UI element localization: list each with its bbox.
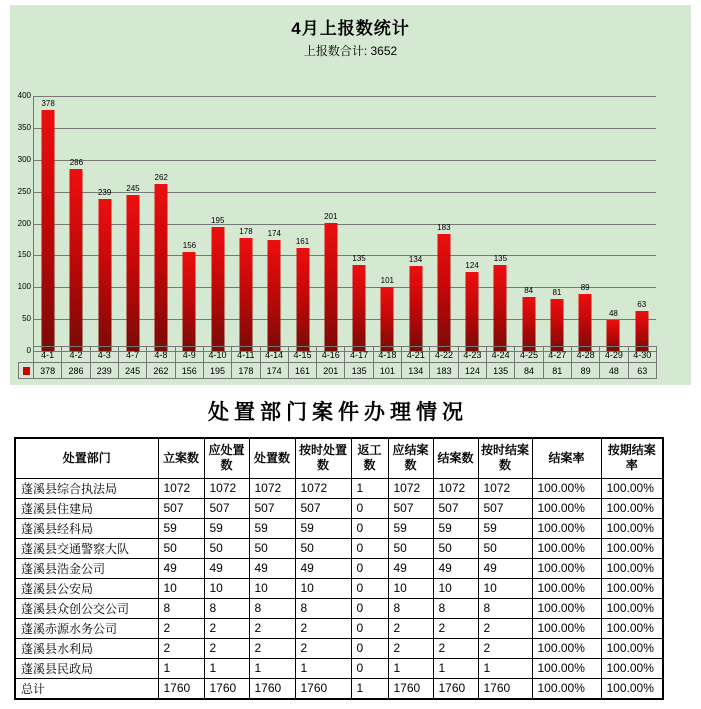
table-cell: 10 xyxy=(204,578,249,598)
table-cell: 2 xyxy=(295,618,351,638)
table-cell: 100.00% xyxy=(532,678,601,699)
category-cell: 4-11 xyxy=(231,346,260,363)
table-cell: 0 xyxy=(351,598,388,618)
table-row xyxy=(15,578,663,598)
table-cell: 100.00% xyxy=(601,538,663,558)
bar-value-label: 63 xyxy=(637,299,647,309)
category-cell: 4-8 xyxy=(146,346,175,363)
table-cell: 2 xyxy=(158,618,204,638)
bar xyxy=(155,184,168,351)
table-header-cell: 应结案数 xyxy=(388,438,433,478)
report-chart-panel xyxy=(10,5,691,385)
table-header-cell: 返工数 xyxy=(351,438,388,478)
category-cell: 4-1 xyxy=(33,346,62,363)
table-cell: 59 xyxy=(158,518,204,538)
bar-column xyxy=(204,96,232,351)
bar-value-label: 135 xyxy=(493,253,508,263)
table-row xyxy=(15,618,663,638)
table-cell: 1 xyxy=(204,658,249,678)
table-header-cell: 处置部门 xyxy=(15,438,158,478)
table-header-cell: 结案率 xyxy=(532,438,601,478)
category-cell: 4-27 xyxy=(543,346,572,363)
table-cell: 49 xyxy=(388,558,433,578)
bar-value-label: 124 xyxy=(465,260,479,270)
y-tick-label: 0 xyxy=(26,346,31,355)
category-cell: 4-23 xyxy=(458,346,487,363)
table-cell: 59 xyxy=(249,518,295,538)
bar xyxy=(324,223,337,351)
bar-column xyxy=(147,96,175,351)
table-row xyxy=(15,518,663,538)
bar-value-label: 245 xyxy=(126,183,140,193)
case-handling-table xyxy=(14,437,664,700)
value-cell: 48 xyxy=(599,362,628,379)
table-cell: 100.00% xyxy=(601,498,663,518)
bar-column xyxy=(91,96,119,351)
value-cell: 201 xyxy=(316,362,345,379)
table-header-cell: 结案数 xyxy=(433,438,478,478)
table-cell: 507 xyxy=(388,498,433,518)
value-cell: 174 xyxy=(260,362,289,379)
bar xyxy=(579,294,592,351)
table-cell: 蓬溪赤源水务公司 xyxy=(15,618,158,638)
bar-column xyxy=(599,96,627,351)
table-cell: 100.00% xyxy=(601,638,663,658)
table-cell: 1760 xyxy=(388,678,433,699)
category-cell: 4-16 xyxy=(316,346,345,363)
category-cell: 4-28 xyxy=(571,346,600,363)
bar xyxy=(466,272,479,351)
table-cell: 1 xyxy=(295,658,351,678)
bar-value-label: 48 xyxy=(608,309,618,319)
table-cell: 10 xyxy=(295,578,351,598)
bar-column xyxy=(119,96,147,351)
table-cell: 0 xyxy=(351,638,388,658)
table-cell: 蓬溪县公安局 xyxy=(15,578,158,598)
table-cell: 100.00% xyxy=(601,558,663,578)
value-cell: 262 xyxy=(146,362,175,379)
table-cell: 0 xyxy=(351,498,388,518)
value-cell: 135 xyxy=(344,362,373,379)
category-cell: 4-7 xyxy=(118,346,147,363)
table-cell: 8 xyxy=(158,598,204,618)
table-cell: 59 xyxy=(204,518,249,538)
chart-title: 4月上报数统计 xyxy=(291,19,410,38)
table-cell: 50 xyxy=(204,538,249,558)
value-cell: 245 xyxy=(118,362,147,379)
table-cell: 8 xyxy=(204,598,249,618)
table-cell: 100.00% xyxy=(532,658,601,678)
table-cell: 49 xyxy=(295,558,351,578)
table-cell: 1 xyxy=(249,658,295,678)
table-cell: 50 xyxy=(433,538,478,558)
table-cell: 1760 xyxy=(249,678,295,699)
bar-column xyxy=(317,96,345,351)
bar xyxy=(353,265,366,351)
table-header-cell: 按时结案数 xyxy=(478,438,532,478)
bar xyxy=(183,252,196,351)
bar xyxy=(211,227,224,351)
table-cell: 100.00% xyxy=(601,658,663,678)
table-cell: 8 xyxy=(433,598,478,618)
category-cell: 4-18 xyxy=(373,346,402,363)
table-cell: 1 xyxy=(388,658,433,678)
table-cell: 2 xyxy=(295,638,351,658)
table-header-cell: 应处置数 xyxy=(204,438,249,478)
table-cell: 100.00% xyxy=(601,598,663,618)
table-cell: 100.00% xyxy=(601,478,663,498)
table-cell: 1 xyxy=(158,658,204,678)
bar-value-label: 161 xyxy=(295,237,310,247)
bar xyxy=(296,248,309,351)
table-cell: 1760 xyxy=(158,678,204,699)
table-cell: 50 xyxy=(249,538,295,558)
chart-subtitle: 上报数合计: 3652 xyxy=(303,44,398,58)
bar-value-label: 286 xyxy=(69,157,84,167)
value-label-row xyxy=(18,362,657,379)
bar xyxy=(126,195,139,351)
category-cell: 4-25 xyxy=(514,346,543,363)
table-cell: 10 xyxy=(249,578,295,598)
bar-value-label: 84 xyxy=(524,286,534,296)
chart-axis-table xyxy=(18,346,657,379)
table-cell: 100.00% xyxy=(532,618,601,638)
value-cell: 195 xyxy=(203,362,232,379)
table-cell: 507 xyxy=(204,498,249,518)
table-cell: 100.00% xyxy=(532,498,601,518)
table-cell: 59 xyxy=(478,518,532,538)
table-cell: 0 xyxy=(351,518,388,538)
table-cell: 100.00% xyxy=(532,478,601,498)
table-header-cell: 立案数 xyxy=(158,438,204,478)
table-cell: 10 xyxy=(158,578,204,598)
table-cell: 2 xyxy=(249,618,295,638)
table-cell: 1760 xyxy=(433,678,478,699)
table-cell: 2 xyxy=(478,638,532,658)
bar xyxy=(239,238,252,351)
value-cell: 239 xyxy=(90,362,119,379)
category-cell: 4-10 xyxy=(203,346,232,363)
table-cell: 100.00% xyxy=(601,518,663,538)
category-label-row xyxy=(33,346,657,363)
table-cell: 0 xyxy=(351,578,388,598)
series-legend-swatch-icon xyxy=(23,367,30,375)
table-cell: 0 xyxy=(351,538,388,558)
table-cell: 0 xyxy=(351,658,388,678)
table-title: 处置部门案件办理情况 xyxy=(208,400,468,424)
table-header-row xyxy=(15,438,663,478)
bar xyxy=(268,240,281,351)
table-cell: 8 xyxy=(388,598,433,618)
table-cell: 49 xyxy=(249,558,295,578)
y-tick-label: 100 xyxy=(17,282,31,292)
table-cell: 蓬溪县民政局 xyxy=(15,658,158,678)
table-cell: 1 xyxy=(351,678,388,699)
table-cell: 2 xyxy=(204,618,249,638)
value-cell: 124 xyxy=(458,362,487,379)
value-cell: 81 xyxy=(543,362,572,379)
table-cell: 100.00% xyxy=(532,598,601,618)
category-cell: 4-14 xyxy=(260,346,289,363)
table-cell: 507 xyxy=(433,498,478,518)
bar xyxy=(409,266,422,351)
table-cell: 59 xyxy=(295,518,351,538)
category-cell: 4-15 xyxy=(288,346,317,363)
value-cell: 286 xyxy=(61,362,90,379)
table-cell: 1072 xyxy=(478,478,532,498)
bar-column xyxy=(458,96,486,351)
table-cell: 49 xyxy=(478,558,532,578)
table-cell: 蓬溪县住建局 xyxy=(15,498,158,518)
category-cell: 4-3 xyxy=(90,346,119,363)
bar-column xyxy=(401,96,429,351)
table-cell: 59 xyxy=(388,518,433,538)
table-cell: 1072 xyxy=(433,478,478,498)
bar-column xyxy=(515,96,543,351)
table-cell: 10 xyxy=(388,578,433,598)
table-row xyxy=(15,678,663,699)
bar-value-label: 201 xyxy=(324,211,338,221)
table-cell: 8 xyxy=(249,598,295,618)
table-cell: 蓬溪县水利局 xyxy=(15,638,158,658)
bar-column xyxy=(260,96,288,351)
table-row xyxy=(15,558,663,578)
table-cell: 2 xyxy=(433,638,478,658)
table-cell: 50 xyxy=(478,538,532,558)
table-cell: 507 xyxy=(158,498,204,518)
table-cell: 507 xyxy=(478,498,532,518)
bar-column xyxy=(430,96,458,351)
table-cell: 1 xyxy=(351,478,388,498)
table-cell: 507 xyxy=(295,498,351,518)
bar xyxy=(437,234,450,351)
table-cell: 8 xyxy=(295,598,351,618)
y-tick-label: 200 xyxy=(17,218,31,228)
category-cell: 4-30 xyxy=(628,346,657,363)
bar-column xyxy=(543,96,571,351)
table-cell: 1 xyxy=(478,658,532,678)
table-cell: 10 xyxy=(478,578,532,598)
y-tick-label: 350 xyxy=(17,122,31,132)
category-cell: 4-29 xyxy=(599,346,628,363)
bar-value-label: 134 xyxy=(408,254,423,264)
bar xyxy=(635,311,648,351)
bar-column xyxy=(571,96,599,351)
category-cell: 4-21 xyxy=(401,346,430,363)
category-cell: 4-22 xyxy=(429,346,458,363)
y-tick-label: 250 xyxy=(17,186,31,196)
table-row xyxy=(15,598,663,618)
legend-cell xyxy=(18,362,34,379)
bar-value-label: 81 xyxy=(552,288,562,298)
bar-value-label: 89 xyxy=(580,283,590,293)
bar-column xyxy=(486,96,514,351)
table-cell: 1 xyxy=(433,658,478,678)
bar-value-label: 101 xyxy=(380,275,394,285)
bar-column xyxy=(628,96,656,351)
bar-column xyxy=(288,96,316,351)
bar-value-label: 378 xyxy=(41,99,55,109)
bar-value-label: 239 xyxy=(97,187,112,197)
bar-column xyxy=(232,96,260,351)
table-cell: 蓬溪县综合执法局 xyxy=(15,478,158,498)
value-cell: 101 xyxy=(373,362,402,379)
table-cell: 100.00% xyxy=(601,618,663,638)
table-row xyxy=(15,658,663,678)
y-tick-label: 50 xyxy=(22,314,31,324)
table-cell: 1760 xyxy=(295,678,351,699)
bar-column xyxy=(62,96,90,351)
table-cell: 100.00% xyxy=(532,518,601,538)
bar xyxy=(42,110,55,351)
bar xyxy=(381,287,394,351)
bar-value-label: 262 xyxy=(154,172,168,182)
table-cell: 1072 xyxy=(204,478,249,498)
bar-value-label: 195 xyxy=(211,215,225,225)
table-cell: 49 xyxy=(433,558,478,578)
y-tick-label: 150 xyxy=(17,250,31,260)
table-cell: 0 xyxy=(351,618,388,638)
value-cell: 161 xyxy=(288,362,317,379)
table-cell: 1072 xyxy=(249,478,295,498)
table-header-cell: 处置数 xyxy=(249,438,295,478)
bar-column xyxy=(34,96,62,351)
table-cell: 0 xyxy=(351,558,388,578)
category-cell: 4-17 xyxy=(344,346,373,363)
table-cell: 2 xyxy=(478,618,532,638)
value-cell: 378 xyxy=(33,362,62,379)
table-cell: 2 xyxy=(249,638,295,658)
table-cell: 2 xyxy=(388,638,433,658)
table-cell: 2 xyxy=(433,618,478,638)
table-cell: 1760 xyxy=(478,678,532,699)
bar-value-label: 156 xyxy=(182,240,197,250)
value-cell: 178 xyxy=(231,362,260,379)
table-cell: 2 xyxy=(388,618,433,638)
bar-value-label: 183 xyxy=(437,223,451,233)
table-cell: 2 xyxy=(158,638,204,658)
bar-value-label: 174 xyxy=(267,229,281,239)
category-cell: 4-24 xyxy=(486,346,515,363)
table-cell: 100.00% xyxy=(532,638,601,658)
table-cell: 1072 xyxy=(295,478,351,498)
table-cell: 蓬溪县浩金公司 xyxy=(15,558,158,578)
value-cell: 84 xyxy=(514,362,543,379)
table-cell: 1072 xyxy=(388,478,433,498)
table-body xyxy=(15,478,663,699)
table-row xyxy=(15,478,663,498)
table-cell: 100.00% xyxy=(532,538,601,558)
table-cell: 1072 xyxy=(158,478,204,498)
table-cell: 蓬溪县众创公交公司 xyxy=(15,598,158,618)
table-cell: 蓬溪县经科局 xyxy=(15,518,158,538)
value-cell: 63 xyxy=(628,362,657,379)
bar xyxy=(98,199,111,351)
table-row xyxy=(15,538,663,558)
table-cell: 50 xyxy=(295,538,351,558)
table-cell: 100.00% xyxy=(532,558,601,578)
y-tick-label: 400 xyxy=(17,91,31,100)
table-header-cell: 按期结案率 xyxy=(601,438,663,478)
table-row xyxy=(15,638,663,658)
table-cell: 49 xyxy=(204,558,249,578)
bar-value-label: 135 xyxy=(352,253,366,263)
bar-column xyxy=(175,96,203,351)
table-header-cell: 按时处置数 xyxy=(295,438,351,478)
value-cell: 183 xyxy=(429,362,458,379)
bar-column xyxy=(373,96,401,351)
bar-series xyxy=(34,96,656,351)
value-cell: 134 xyxy=(401,362,430,379)
table-cell: 100.00% xyxy=(601,678,663,699)
value-cell: 89 xyxy=(571,362,600,379)
category-cell: 4-2 xyxy=(61,346,90,363)
value-cell: 156 xyxy=(175,362,204,379)
table-cell: 2 xyxy=(204,638,249,658)
bar-column xyxy=(345,96,373,351)
table-cell: 59 xyxy=(433,518,478,538)
table-cell: 50 xyxy=(158,538,204,558)
table-cell: 100.00% xyxy=(532,578,601,598)
bar xyxy=(550,299,563,351)
table-row xyxy=(15,498,663,518)
table-cell: 10 xyxy=(433,578,478,598)
table-cell: 100.00% xyxy=(601,578,663,598)
table-cell: 蓬溪县交通警察大队 xyxy=(15,538,158,558)
value-cell: 135 xyxy=(486,362,515,379)
bar-value-label: 178 xyxy=(239,226,253,236)
table-cell: 8 xyxy=(478,598,532,618)
y-tick-label: 300 xyxy=(17,154,31,164)
table-cell: 1760 xyxy=(204,678,249,699)
table-cell: 49 xyxy=(158,558,204,578)
table-cell: 507 xyxy=(249,498,295,518)
bar xyxy=(70,169,83,351)
bar xyxy=(522,297,535,351)
bar xyxy=(494,265,507,351)
table-cell: 50 xyxy=(388,538,433,558)
table-cell: 总计 xyxy=(15,678,158,699)
category-cell: 4-9 xyxy=(175,346,204,363)
